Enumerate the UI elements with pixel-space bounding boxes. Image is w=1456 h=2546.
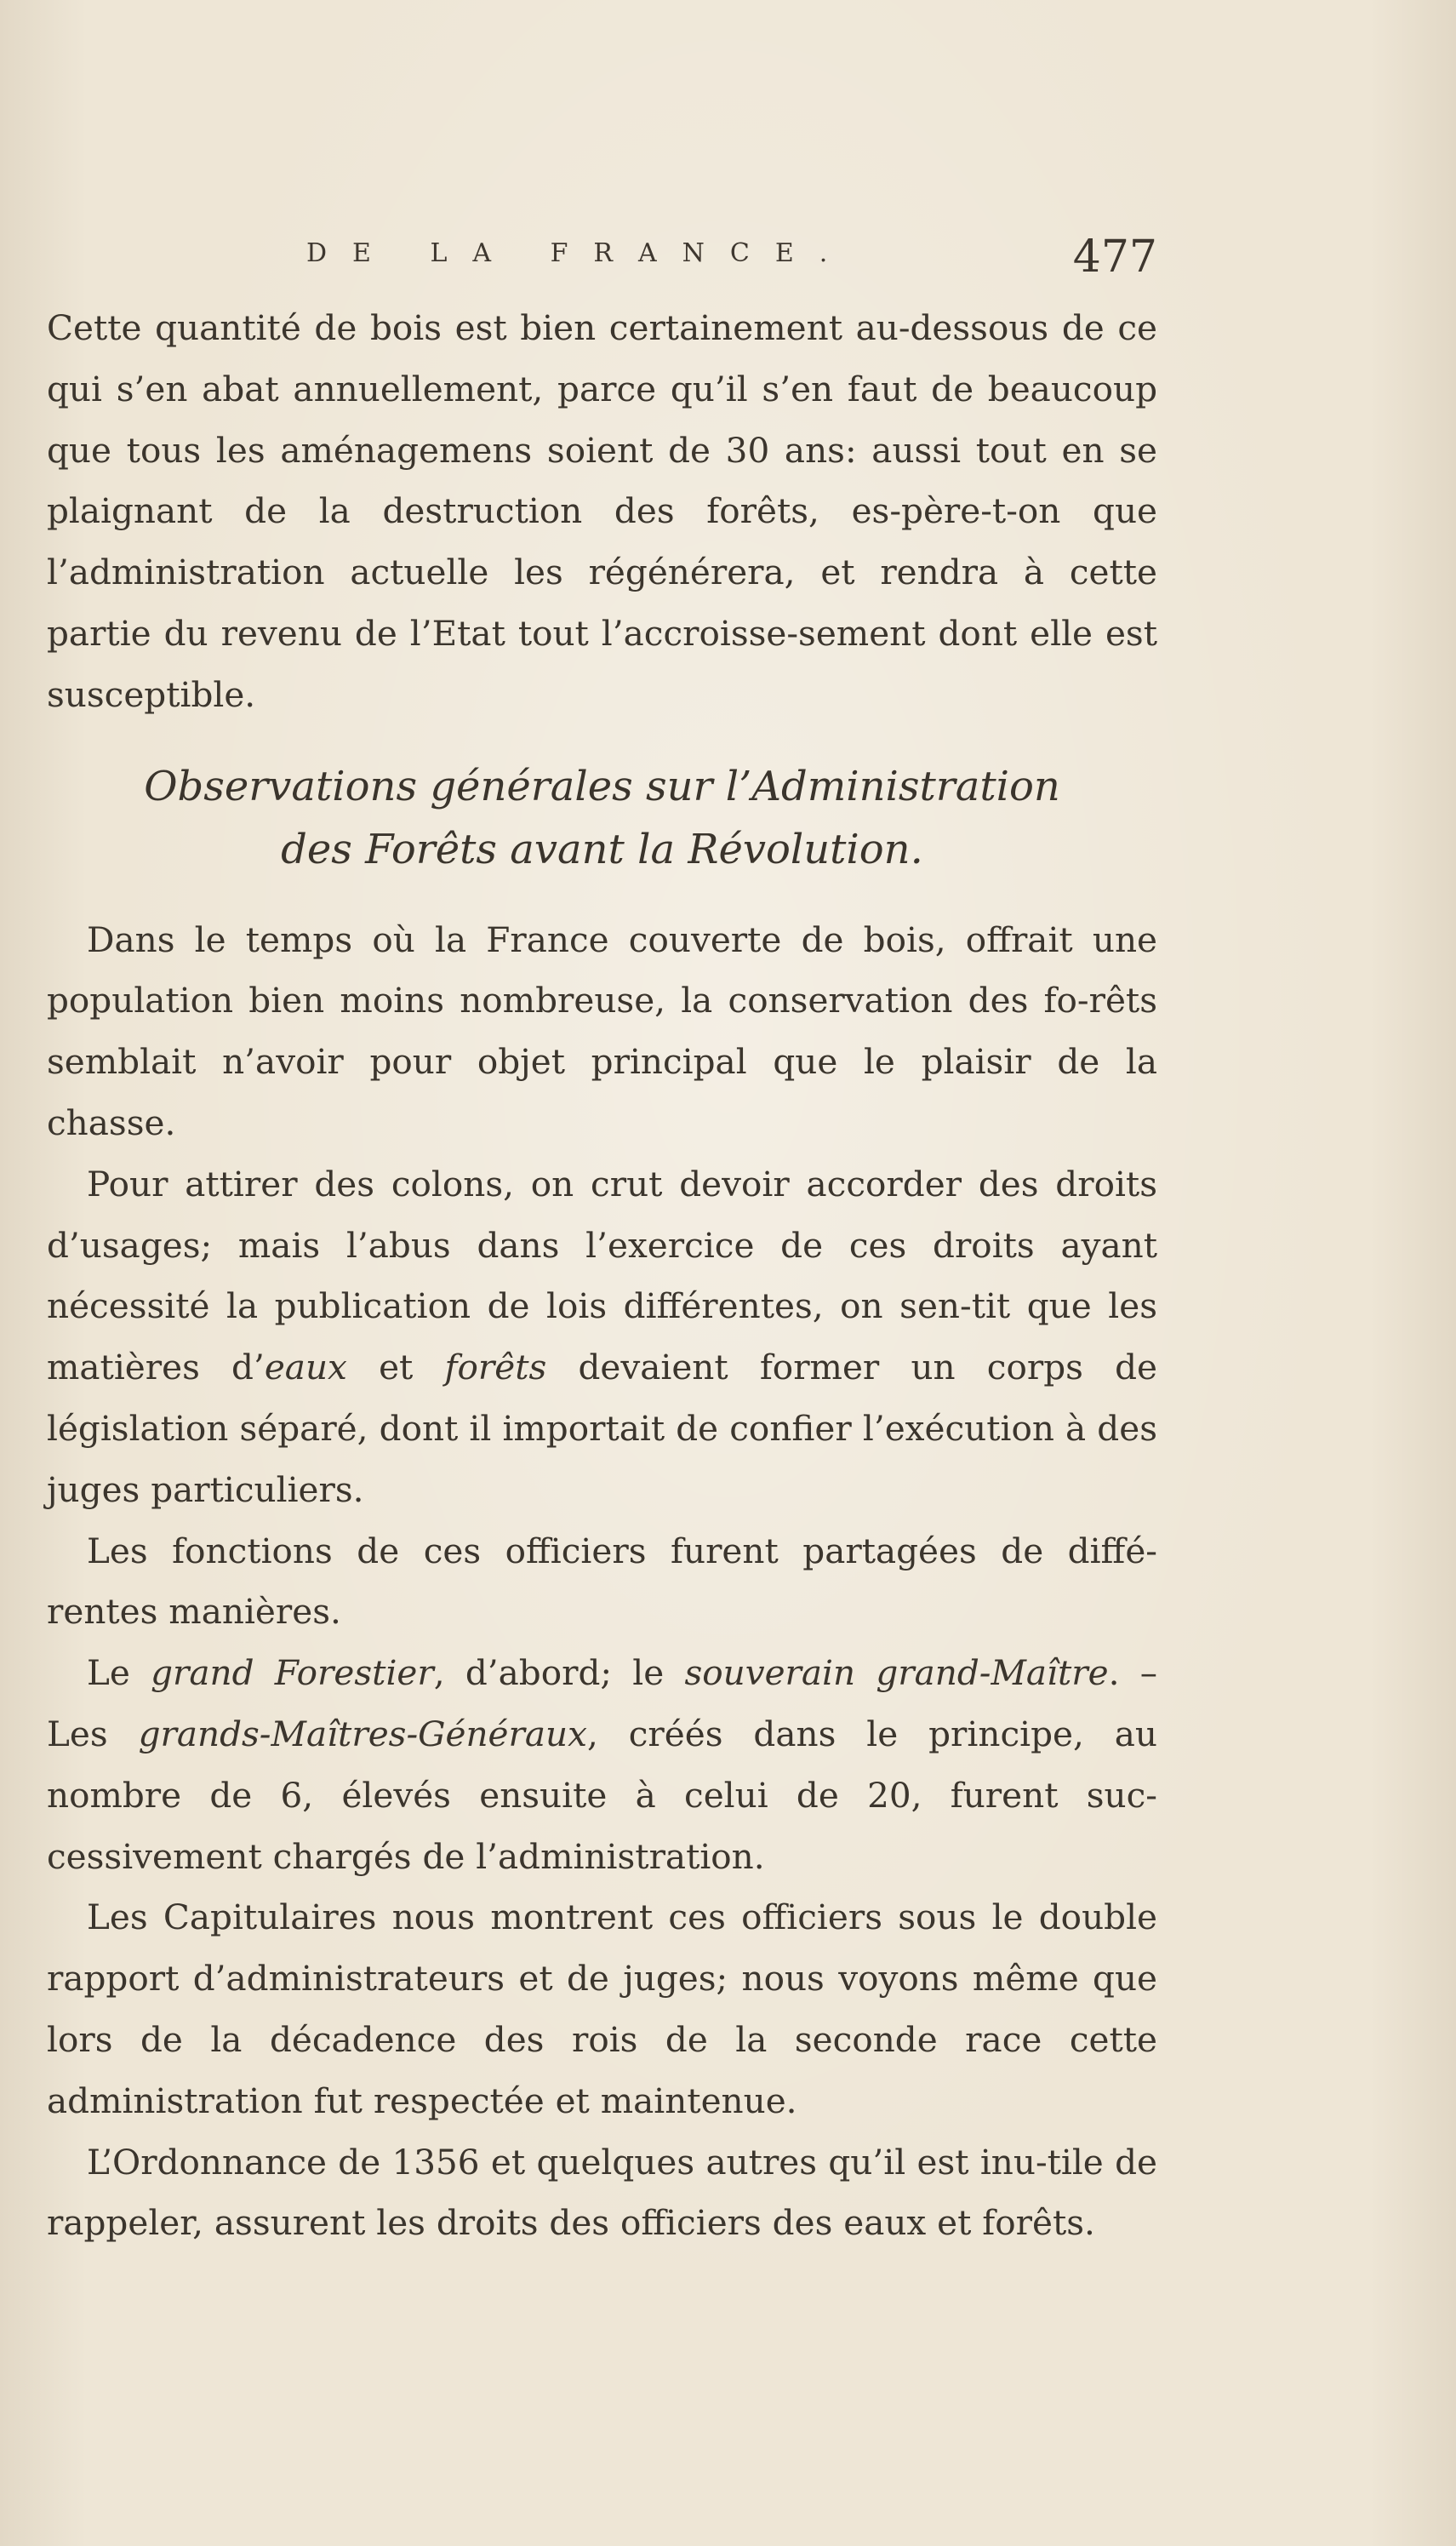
section-heading-line-1: Observations générales sur l’Administration <box>144 762 1060 810</box>
page-header <box>306 232 1157 291</box>
paragraph-5 <box>47 1643 1157 1887</box>
paragraph-5-part-b: , d’abord; le <box>433 1652 685 1694</box>
paragraph-3-part-b: et <box>346 1347 445 1388</box>
paragraph-4: Les fonctions de ces officiers furent partagées de diffé-rentes manières. <box>47 1530 1157 1633</box>
paragraph-5-part-a: Le <box>87 1652 151 1694</box>
paragraph-6: Les Capitulaires nous montrent ces officiers sous le double rapport d’administrateurs et de juges; nous voyons même que lors de la décadence des rois de la seconde race cette administration fut respectée et maintenue. <box>47 1897 1157 2121</box>
italic-eaux: eaux <box>264 1347 347 1388</box>
paragraph-3-part-c: devaient former un corps de législation séparé, dont il importait de confier l’exécution à des juges particuliers. <box>47 1347 1158 1510</box>
italic-forets: forêts <box>444 1347 547 1388</box>
paragraph-2: Dans le temps où la France couverte de bois, offrait une population bien moins nombreuse, la conservation des fo-rêts semblait n’avoir pour objet principal que le plaisir de la chasse. <box>47 918 1157 1143</box>
italic-grand-forestier: grand Forestier <box>151 1652 434 1694</box>
page-number: 477 <box>1072 232 1157 283</box>
italic-grands-maitres-generaux: grands-Maîtres-Généraux <box>138 1713 587 1754</box>
paragraph-1: Cette quantité de bois est bien certainement au-dessous de ce qui s’en abat annuellement, parce qu’il s’en faut de beaucoup que tous les aménagemens soient de 30 ans: aussi tout en se plaignant de la destruction des forêts, es-père-t-on que l’administration actuelle les régénérera, et rendra à cette partie du revenu de l’Etat tout l’accroisse-sement dont elle est susceptible. <box>47 307 1157 715</box>
italic-souverain-grand-maitre: souverain grand-Maître <box>684 1652 1109 1694</box>
paragraph-5-part-d: , créés dans le principe, au nombre de 6, élevés ensuite à celui de 20, furent suc-cessivement chargés de l’administration. <box>47 1713 1157 1877</box>
paragraph-3-part-a: Pour attirer des colons, on crut devoir accorder des droits d’usages; mais l’abus dans l’exercice de ces droits ayant nécessité la publication de lois différentes, on sen-tit que les matières d’ <box>47 1163 1157 1388</box>
section-heading-line-2: des Forêts avant la Révolution. <box>281 825 923 873</box>
section-heading <box>47 755 1157 881</box>
paragraph-7: L’Ordonnance de 1356 et quelques autres qu’il est inu-tile de rappeler, assurent les droits des officiers des eaux et forêts. <box>47 2141 1157 2244</box>
paragraph-5-part-c: . – Les <box>47 1652 1157 1754</box>
page-text <box>47 298 1157 2254</box>
running-head: DE LA FRANCE. <box>306 238 854 268</box>
paragraph-3 <box>47 1154 1157 1521</box>
